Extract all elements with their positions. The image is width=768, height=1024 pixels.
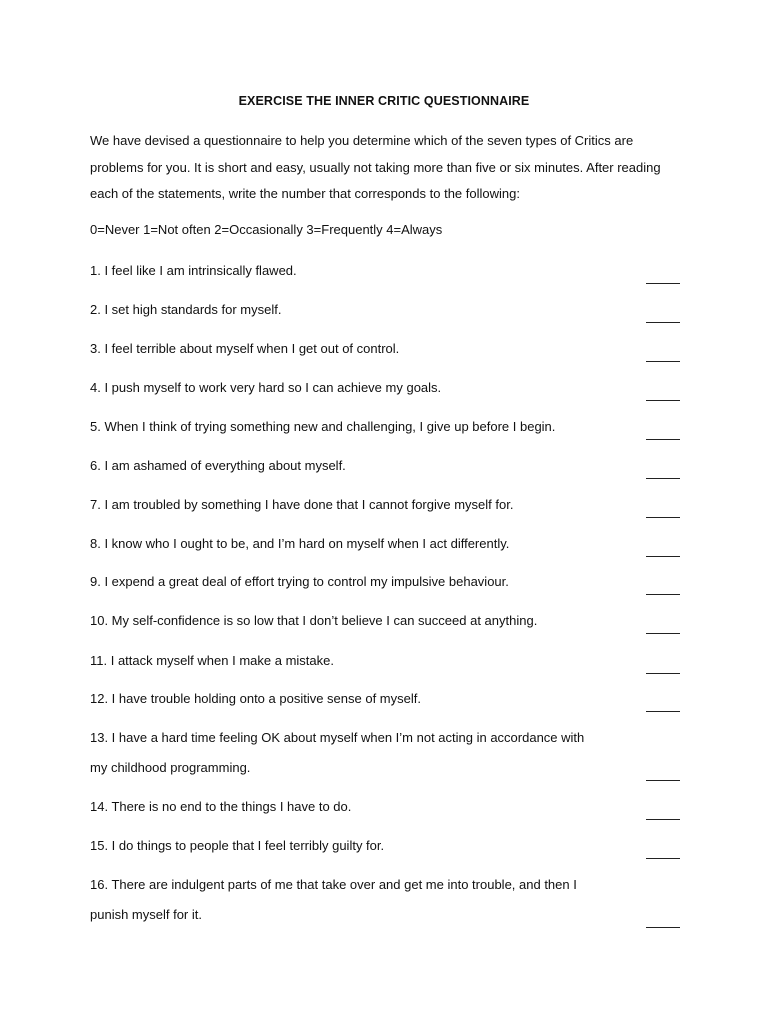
question-item-13: [90, 723, 680, 783]
question-text: 6. I am ashamed of everything about myself.: [90, 458, 346, 473]
question-text: 15. I do things to people that I feel terribly guilty for.: [90, 838, 385, 853]
question-item-15: [90, 831, 680, 861]
question-text: 3. I feel terrible about myself when I get out of control.: [90, 341, 400, 356]
answer-blank[interactable]: [646, 673, 680, 674]
question-item-6: [90, 451, 680, 481]
answer-blank[interactable]: [646, 780, 680, 781]
question-item-3: [90, 334, 680, 364]
answer-blank[interactable]: [646, 819, 680, 820]
question-text: 8. I know who I ought to be, and I’m hard on myself when I act differently.: [90, 536, 510, 551]
answer-blank[interactable]: [646, 439, 680, 440]
question-text: 16. There are indulgent parts of me that take over and get me into trouble, and then I punish myself for it.: [90, 877, 577, 922]
question-text: 2. I set high standards for myself.: [90, 302, 282, 317]
document-title: EXERCISE THE INNER CRITIC QUESTIONNAIRE: [238, 94, 530, 108]
question-text: 7. I am troubled by something I have done that I cannot forgive myself for.: [90, 497, 514, 512]
question-text: 10. My self-confidence is so low that I don’t believe I can succeed at anything.: [90, 613, 538, 628]
question-text: 14. There is no end to the things I have to do.: [90, 799, 352, 814]
question-text: 9. I expend a great deal of effort trying to control my impulsive behaviour.: [90, 574, 509, 589]
question-text: 1. I feel like I am intrinsically flawed.: [90, 263, 297, 278]
rating-scale: 0=Never 1=Not often 2=Occasionally 3=Frequently 4=Always: [90, 222, 443, 237]
answer-blank[interactable]: [646, 478, 680, 479]
question-item-16: [90, 870, 680, 930]
answer-blank[interactable]: [646, 400, 680, 401]
answer-blank[interactable]: [646, 361, 680, 362]
question-item-2: [90, 295, 680, 325]
answer-blank[interactable]: [646, 283, 680, 284]
answer-blank[interactable]: [646, 556, 680, 557]
question-text: 5. When I think of trying something new and challenging, I give up before I begin.: [90, 419, 556, 434]
intro-paragraph: We have devised a questionnaire to help you determine which of the seven types of Critics are problems for you. It is short and easy, usually not taking more than five or six minutes. After reading each of the statements, write the number that corresponds to the following:: [90, 133, 661, 201]
question-text: 11. I attack myself when I make a mistake.: [90, 653, 334, 668]
question-item-4: [90, 373, 680, 403]
answer-blank[interactable]: [646, 633, 680, 634]
answer-blank[interactable]: [646, 594, 680, 595]
question-item-1: [90, 256, 680, 286]
question-item-12: [90, 684, 680, 714]
question-item-7: [90, 490, 680, 520]
question-item-5: [90, 412, 680, 442]
answer-blank[interactable]: [646, 927, 680, 928]
question-item-9: [90, 567, 680, 597]
answer-blank[interactable]: [646, 858, 680, 859]
answer-blank[interactable]: [646, 711, 680, 712]
question-item-8: [90, 529, 680, 559]
question-item-10: [90, 606, 680, 636]
question-item-11: [90, 646, 680, 676]
answer-blank[interactable]: [646, 322, 680, 323]
question-text: 13. I have a hard time feeling OK about myself when I’m not acting in accordance with my childhood programming.: [90, 730, 585, 775]
answer-blank[interactable]: [646, 517, 680, 518]
question-item-14: [90, 792, 680, 822]
question-text: 12. I have trouble holding onto a positive sense of myself.: [90, 691, 421, 706]
question-text: 4. I push myself to work very hard so I can achieve my goals.: [90, 380, 442, 395]
